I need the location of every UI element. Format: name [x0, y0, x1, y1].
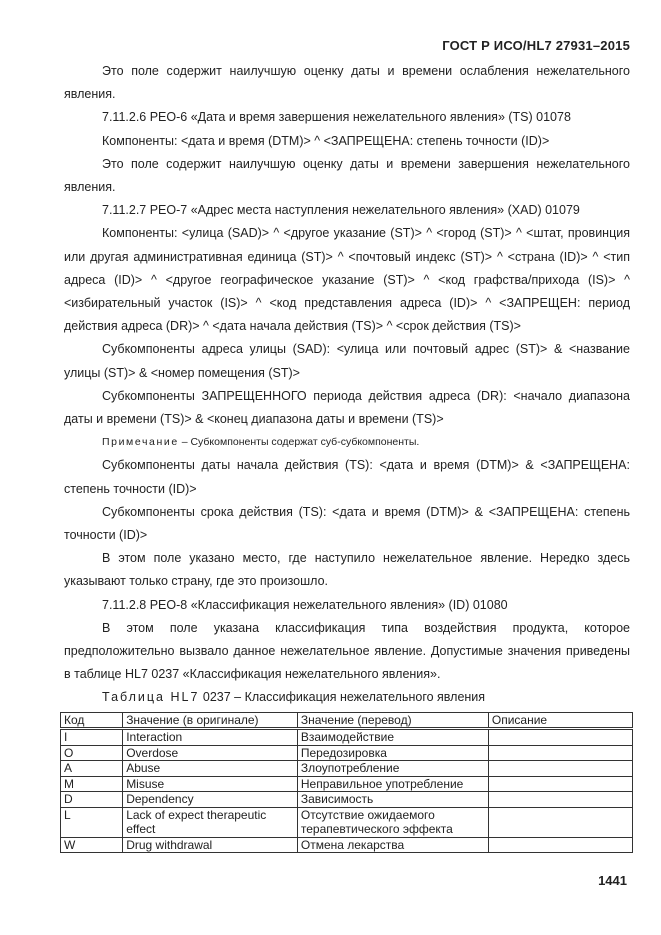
paragraph: Субкомпоненты даты начала действия (TS): <дата и время (DTM)> & <ЗАПРЕЩЕНА: степень точности (ID)> — [64, 458, 630, 496]
cell-original: Abuse — [123, 761, 298, 777]
cell-description — [488, 837, 632, 853]
section-heading: 7.11.2.8 PEO-8 «Классификация нежелательного явления» (ID) 01080 — [102, 597, 508, 612]
page-number: 1441 — [598, 873, 627, 888]
table-caption-label: Таблица HL7 — [102, 690, 200, 705]
cell-translation: Взаимодействие — [297, 729, 488, 746]
document-body — [64, 60, 630, 853]
cell-translation: Передозировка — [297, 745, 488, 761]
table-row — [61, 761, 633, 777]
table-row — [61, 792, 633, 808]
table-row — [61, 837, 633, 853]
column-header-description: Описание — [488, 712, 632, 729]
cell-code: D — [61, 792, 123, 808]
cell-code: O — [61, 745, 123, 761]
cell-translation: Неправильное употребление — [297, 776, 488, 792]
column-header-translation: Значение (перевод) — [297, 712, 488, 729]
table-header-row — [61, 712, 633, 729]
table-row — [61, 776, 633, 792]
cell-code: L — [61, 807, 123, 837]
table-row — [61, 745, 633, 761]
section-heading: 7.11.2.7 PEO-7 «Адрес места наступления нежелательного явления» (XAD) 01079 — [102, 203, 580, 218]
note-label: Примечание — [102, 436, 179, 449]
cell-translation: Отсутствие ожидаемого терапевтического эффекта — [297, 807, 488, 837]
cell-translation: Злоупотребление — [297, 761, 488, 777]
cell-original: Lack of expect therapeutic effect — [123, 807, 298, 837]
cell-original: Interaction — [123, 729, 298, 746]
paragraph: В этом поле указана классификация типа воздействия продукта, которое предположительно вызвало данное нежелательное явление. Допустимые значения приведены в таблице HL7 0237 «Классификация нежелательного явления». — [64, 620, 630, 682]
section-heading: 7.11.2.6 PEO-6 «Дата и время завершения нежелательного явления» (TS) 01078 — [102, 110, 571, 125]
classification-table — [60, 712, 633, 854]
paragraph: Это поле содержит наилучшую оценку даты и времени завершения нежелательного явления. — [64, 156, 630, 195]
table-row — [61, 807, 633, 837]
cell-code: I — [61, 729, 123, 746]
cell-original: Drug withdrawal — [123, 837, 298, 853]
cell-description — [488, 792, 632, 808]
cell-description — [488, 807, 632, 837]
table-caption-text: 0237 – Классификация нежелательного явления — [199, 690, 486, 705]
cell-description — [488, 776, 632, 792]
paragraph: Субкомпоненты ЗАПРЕЩЕННОГО периода действия адреса (DR): <начало диапазона даты и времени (TS)> & <конец диапазона даты и времени (TS)> — [64, 388, 630, 427]
cell-code: M — [61, 776, 123, 792]
note-text: – Субкомпоненты содержат суб-субкомпоненты. — [178, 436, 420, 449]
paragraph: Субкомпоненты срока действия (TS): <дата и время (DTM)> & <ЗАПРЕЩЕНА: степень точности (ID)> — [64, 504, 630, 543]
column-header-original: Значение (в оригинале) — [123, 712, 298, 729]
cell-translation: Отмена лекарства — [297, 837, 488, 853]
paragraph: В этом поле указано место, где наступило нежелательное явление. Нередко здесь указывают только страну, где это произошло. — [64, 551, 630, 589]
paragraph: Это поле содержит наилучшую оценку даты и времени ослабления нежелательного явления. — [64, 64, 630, 102]
table-row — [61, 729, 633, 746]
cell-original: Dependency — [123, 792, 298, 808]
note — [64, 431, 630, 454]
paragraph: Субкомпоненты адреса улицы (SAD): <улица или почтовый адрес (ST)> & <название улицы (ST)> & <номер помещения (ST)> — [64, 342, 630, 380]
cell-description — [488, 745, 632, 761]
cell-code: A — [61, 761, 123, 777]
cell-original: Misuse — [123, 776, 298, 792]
paragraph: Компоненты: <дата и время (DTM)> ^ <ЗАПРЕЩЕНА: степень точности (ID)> — [102, 133, 550, 148]
column-header-code: Код — [61, 712, 123, 729]
cell-translation: Зависимость — [297, 792, 488, 808]
cell-original: Overdose — [123, 745, 298, 761]
cell-code: W — [61, 837, 123, 853]
document-header: ГОСТ Р ИСО/HL7 27931–2015 — [442, 38, 630, 53]
cell-description — [488, 761, 632, 777]
paragraph: Компоненты: <улица (SAD)> ^ <другое указание (ST)> ^ <город (ST)> ^ <штат, провинция или другая административная единица (ST)> ^ <почтовый индекс (ST)> ^ <страна (ID)> ^ <тип адреса (ID)> ^ <другое географическое указание (ST)> ^ <код графства/прихода (IS)> ^ <избирательный участок (IS)> ^ <код представления адреса (ID)> ^ <ЗАПРЕЩЕН: период действия адреса (DR)> ^ <дата начала действия (TS)> ^ <срок действия (TS)> — [64, 226, 630, 334]
table-caption — [64, 686, 630, 709]
cell-description — [488, 729, 632, 746]
